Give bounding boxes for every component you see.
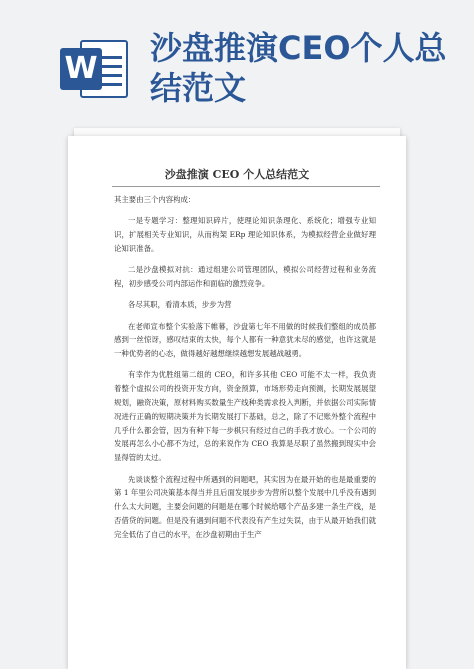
paragraph: 先谈谈整个流程过程中所遇到的问题吧，其实因为在最开始的也是最重要的第 1 年里公司决策基本得当并且后面发展步步为营所以整个发展中几乎没有遇到什么太大问题，主要会问题的问题是在哪个时候给哪个产品多建一条生产线，是否借贷的问题。但是没有遇到问题不代表没有产生过失误，由于从最开始我们就完全低估了自己的水平，在沙盘初期由于生产 [114, 474, 376, 539]
paragraph: 在老师宣布整个实验落下帷幕，沙盘第七年不用做的时候我们整组的成员都感到一丝惊讶，感叹结束的太快，每个人都有一种意犹未尽的感觉，也许这就是一种优势者的心态，做得越好越想继续越想发展越战越勇。 [114, 321, 376, 359]
paragraph: 其主要由三个内容构成： [114, 195, 196, 204]
paragraph: 二是沙盘模拟对抗：通过组建公司管理团队，模拟公司经营过程和业务流程，初步感受公司内部运作和面临的激烈竞争。 [114, 265, 376, 288]
paragraph: 一是专题学习：整理知识碎片，使理论知识条理化、系统化；增强专业知识，扩展相关专业知识，从而构架 ERp 理论知识体系，为模拟经营企业做好理论知识准备。 [114, 216, 376, 253]
document-page [68, 136, 406, 669]
word-document-icon [60, 38, 130, 100]
paragraph: 有幸作为优胜组第二组的 CEO，和许多其他 CEO 可能不太一样，我负责着整个虚拟公司的投资开发方向，资金预算，市场形势走向预测，长期发展展望规划，融资决策，原材料购买数量生产线种类需求投入判断，并依据公司实际情况进行正确的短期决策并为长期发展打下基础，总之，除了不记账外整个流程中几乎什么都会管，因为有种下每一步棋只有经过自己的手我才放心。一个公司的发展再怎么小心都不为过，总的来说作为 CEO 我算是尽职了虽然搬到现实中会显得管的太过。 [114, 370, 376, 463]
document-title: 沙盘推演 CEO 个人总结范文 [164, 168, 310, 181]
word-icon-letter: W [60, 48, 102, 90]
header-banner [0, 0, 474, 118]
paragraph: 各尽其职，看清本质，步步为营 [128, 300, 232, 310]
title-divider [112, 186, 380, 187]
document-body [114, 193, 376, 549]
banner-title: 沙盘推演CEO个人总结范文 [150, 29, 447, 107]
